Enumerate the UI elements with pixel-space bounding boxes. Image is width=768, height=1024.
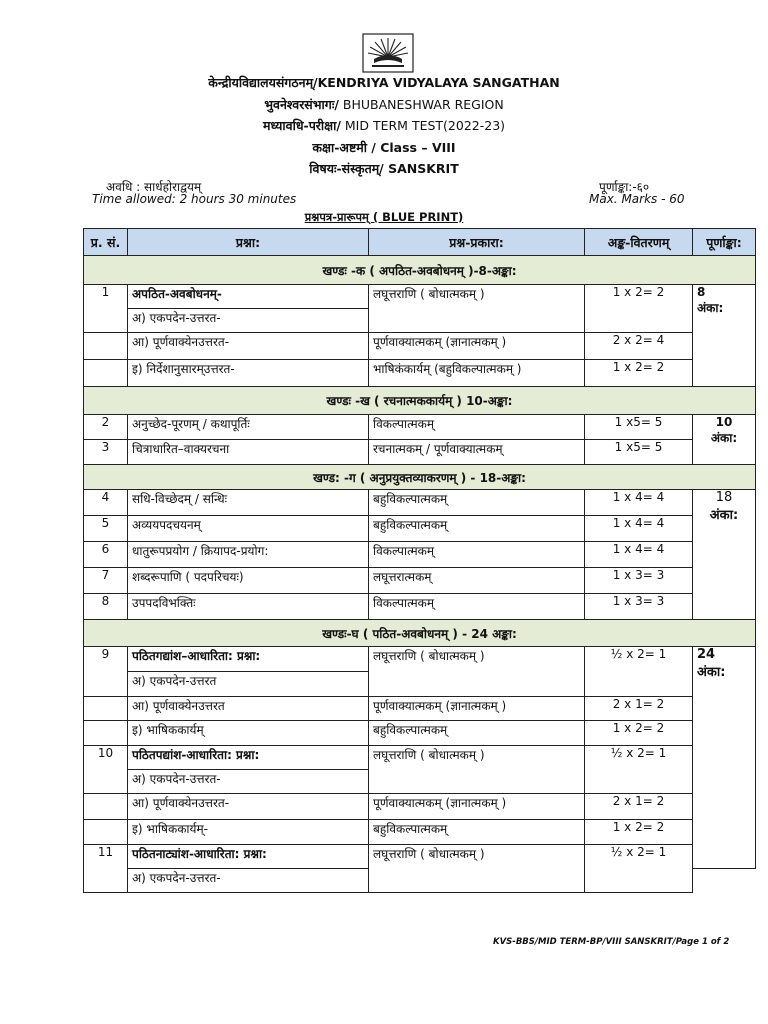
marks-english: Max. Marks - 60: [589, 192, 685, 206]
total-unit: अंका:: [709, 508, 739, 523]
question-type: रचनात्मकम् / पूर्णवाक्यात्मकम्: [369, 440, 585, 465]
marks-sanskrit: पूर्णाङ्का:-६०: [599, 180, 650, 194]
marks-distribution: ½ x 2= 1: [585, 845, 693, 893]
question-type: विकल्पात्मकम्: [369, 594, 585, 620]
question-text: अ) एकपदेन-उत्तरत-: [128, 869, 369, 893]
row-number: 4: [84, 490, 128, 516]
question-text: आ) पूर्णवाक्येनउत्तरत: [128, 697, 369, 721]
col-header-questions: प्रश्ना:: [128, 229, 369, 256]
row-number: 11: [84, 845, 128, 893]
exam-label: मध्यावधि-परीक्षा/: [262, 118, 341, 133]
blueprint-table: [83, 228, 756, 893]
section-total: [693, 415, 756, 465]
question-text: चित्राधारित–वाक्यरचना: [128, 440, 369, 465]
table-row: [84, 647, 756, 672]
marks-distribution: 2 x 1= 2: [585, 794, 693, 820]
table-row: [84, 360, 756, 387]
row-number: 8: [84, 594, 128, 620]
row-number: 5: [84, 516, 128, 542]
question-text: सधि-विच्छेदम् / सन्धिः: [128, 490, 369, 516]
row-number: 2: [84, 415, 128, 440]
table-row: [84, 697, 756, 721]
marks-distribution: 1 x 4= 4: [585, 542, 693, 568]
page-footer: KVS-BBS/MID TERM-BP/VIII SANSKRIT/Page 1 of 2: [493, 937, 730, 947]
total-unit: अंका:: [697, 665, 726, 680]
question-type: पूर्णवाक्यात्मकम् (ज्ञानात्मकम् ): [369, 333, 585, 360]
total-number: 24: [697, 647, 716, 662]
question-type: बहुविकल्पात्मकम्: [369, 490, 585, 516]
row-number: 6: [84, 542, 128, 568]
table-row: [84, 285, 756, 309]
region-name: BHUBANESHWAR REGION: [338, 97, 504, 112]
question-text: शब्दरूपाणि ( पदपरिचयः): [128, 568, 369, 594]
question-text: इ) निर्देशानुसारम्उत्तरत-: [128, 360, 369, 387]
table-row: [84, 820, 756, 845]
question-text: अ) एकपदेन-उत्तरत-: [128, 770, 369, 794]
marks-distribution: 2 x 2= 4: [585, 333, 693, 360]
question-text: पठितपद्यांश-आधारिता: प्रश्ना:: [128, 746, 369, 770]
section-gha-title: खण्डः-घ ( पठित-अवबोधनम् ) - 24 अङ्का:: [84, 620, 756, 647]
row-number: 3: [84, 440, 128, 465]
marks-distribution: 1 x 2= 2: [585, 360, 693, 387]
row-number: [84, 360, 128, 387]
row-number: [84, 820, 128, 845]
total-number: 8: [697, 285, 706, 299]
col-header-number: प्र. सं.: [84, 229, 128, 256]
row-number: 10: [84, 746, 128, 794]
question-text: उपपदविभक्तिः: [128, 594, 369, 620]
section-kha-title: खण्डः -ख ( रचनात्मककार्यम् ) 10-अङ्का:: [84, 387, 756, 415]
table-row: [84, 845, 756, 869]
marks-distribution: ½ x 2= 1: [585, 647, 693, 697]
question-type: बहुविकल्पात्मकम्: [369, 721, 585, 746]
marks-distribution: ½ x 2= 1: [585, 746, 693, 794]
marks-distribution: 1 x5= 5: [585, 415, 693, 440]
question-type: विकल्पात्मकम्: [369, 415, 585, 440]
question-text: अव्ययपदचयनम्: [128, 516, 369, 542]
section-total: [693, 647, 756, 869]
row-number: [84, 794, 128, 820]
section-row: [84, 465, 756, 490]
table-row: [84, 721, 756, 746]
row-number: [84, 333, 128, 360]
row-number: 9: [84, 647, 128, 697]
total-number: 10: [715, 415, 733, 429]
row-number: 1: [84, 285, 128, 333]
row-number: 7: [84, 568, 128, 594]
marks-distribution: 1 x 4= 4: [585, 516, 693, 542]
section-row: [84, 387, 756, 415]
table-row: [84, 746, 756, 770]
marks-distribution: 1 x5= 5: [585, 440, 693, 465]
question-type: लघूत्तराणि ( बोधात्मकम् ): [369, 845, 585, 893]
time-english: Time allowed: 2 hours 30 minutes: [92, 192, 297, 206]
marks-distribution: 1 x 2= 2: [585, 285, 693, 333]
total-unit: अंका:: [710, 431, 738, 445]
col-header-marks-distribution: अङ्क-वितरणम्: [585, 229, 693, 256]
total-unit: अंका:: [697, 301, 724, 315]
row-number: [84, 721, 128, 746]
region-label: भुवनेश्वरसंभागः/: [264, 97, 339, 112]
question-type: लघूत्तराणि ( बोधात्मकम् ): [369, 746, 585, 794]
table-row: [84, 568, 756, 594]
class-line: कक्षा-अष्टमी / Class – VIII: [312, 140, 456, 155]
question-text: पठितनाट्यांश-आधारिता: प्रश्ना:: [128, 845, 369, 869]
table-row: [84, 594, 756, 620]
table-header-row: [84, 229, 756, 256]
marks-distribution: 1 x 4= 4: [585, 490, 693, 516]
section-row: [84, 256, 756, 285]
time-sanskrit: अवधि : सार्धहोराद्वयम्: [106, 180, 202, 194]
table-row: [84, 542, 756, 568]
question-type: बहुविकल्पात्मकम्: [369, 516, 585, 542]
question-text: अनुच्छेद-पूरणम् / कथापूर्तिः: [128, 415, 369, 440]
question-text: अ) एकपदेन-उत्तरत: [128, 672, 369, 697]
question-text: आ) पूर्णवाक्येनउत्तरत-: [128, 333, 369, 360]
question-type: लघूत्तराणि ( बोधात्मकम् ): [369, 285, 585, 333]
row-number: [84, 697, 128, 721]
question-text: इ) भाषिककार्यम्: [128, 721, 369, 746]
question-type: बहुविकल्पात्मकम्: [369, 820, 585, 845]
exam-line: [0, 117, 768, 134]
col-header-total-marks: पूर्णाङ्का:: [693, 229, 756, 256]
marks-distribution: 1 x 2= 2: [585, 721, 693, 746]
marks-distribution: 1 x 3= 3: [585, 594, 693, 620]
table-row: [84, 794, 756, 820]
question-type: भाषिकंकार्यम् (बहुविकल्पात्मकम् ): [369, 360, 585, 387]
kvs-emblem-logo: [362, 33, 414, 73]
section-total: [693, 490, 756, 620]
question-text: इ) भाषिककार्यम्-: [128, 820, 369, 845]
question-text: आ) पूर्णवाक्येनउत्तरत-: [128, 794, 369, 820]
marks-distribution: 2 x 1= 2: [585, 697, 693, 721]
question-type: पूर्णवाक्यात्मकम् (ज्ञानात्मकम् ): [369, 794, 585, 820]
col-header-question-type: प्रश्न-प्रकारा:: [369, 229, 585, 256]
section-ga-title: खण्ड: -ग ( अनुप्रयुक्तव्याकरणम् ) - 18-अङ्का:: [84, 465, 756, 490]
table-row: [84, 516, 756, 542]
question-text: पठितगद्यांश–आधारिता: प्रश्ना:: [128, 647, 369, 672]
total-number: 18: [715, 490, 733, 505]
question-type: लघूत्तराणि ( बोधात्मकम् ): [369, 647, 585, 697]
subject-line: विषयः-संस्कृतम्/ SANSKRIT: [309, 161, 459, 176]
table-row: [84, 333, 756, 360]
marks-distribution: 1 x 2= 2: [585, 820, 693, 845]
question-type: लघूत्तरात्मकम्: [369, 568, 585, 594]
region-line: [0, 96, 768, 113]
question-text: अ) एकपदेन-उत्तरत-: [128, 309, 369, 333]
table-row: [84, 440, 756, 465]
question-text: धातुरूपप्रयोग / क्रियापद-प्रयोग:: [128, 542, 369, 568]
section-row: [84, 620, 756, 647]
org-name: केन्द्रीयविद्यालयसंगठनम्/KENDRIYA VIDYALAYA SANGATHAN: [208, 75, 560, 90]
exam-name: MID TERM TEST(2022-23): [340, 118, 506, 133]
section-total: [693, 285, 756, 387]
marks-distribution: 1 x 3= 3: [585, 568, 693, 594]
table-row: [84, 415, 756, 440]
question-text: अपठित-अवबोधनम्-: [128, 285, 369, 309]
section-ka-title: खण्डः -क ( अपठित-अवबोधनम् )-8-अङ्का:: [84, 256, 756, 285]
blueprint-title: प्रश्नपत्र-प्रारूपम् ( BLUE PRINT): [304, 210, 464, 224]
table-row: [84, 490, 756, 516]
question-type: पूर्णवाक्यात्मकम् (ज्ञानात्मकम् ): [369, 697, 585, 721]
question-type: विकल्पात्मकम्: [369, 542, 585, 568]
